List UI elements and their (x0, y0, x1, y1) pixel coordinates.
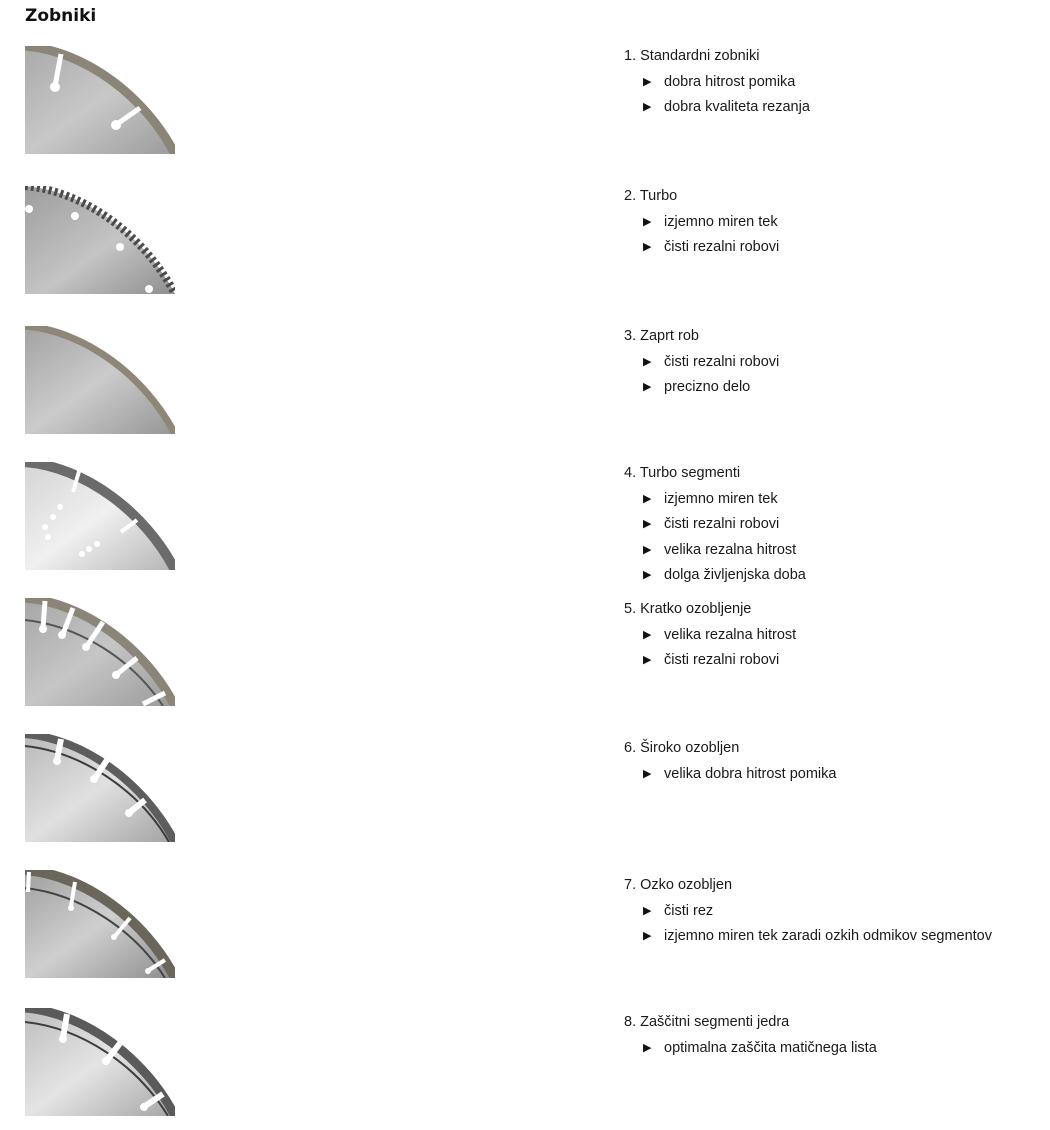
blade-description-6 (624, 736, 836, 787)
list-item: ▶ dobra kvaliteta rezanja (624, 95, 810, 121)
blade-image-short-teeth (25, 598, 175, 706)
list-item: ▶ optimalna zaščita matičnega lista (624, 1036, 877, 1062)
page-title: Zobniki (25, 6, 97, 26)
blade-description-5 (624, 597, 796, 674)
blade-image-wide-teeth (25, 734, 175, 842)
blade-image-closed-rim (25, 326, 175, 434)
blade-description-8 (624, 1010, 877, 1061)
blade-description-3 (624, 324, 779, 401)
list-item: ▶ čisti rezalni robovi (624, 350, 779, 376)
triangle-right-icon: ▶ (643, 767, 652, 780)
list-item: ▶ precizno delo (624, 375, 779, 401)
blade-description-2 (624, 184, 779, 261)
triangle-right-icon: ▶ (643, 215, 652, 228)
blade-description-7 (624, 873, 992, 950)
blade-image-turbo (25, 186, 175, 294)
triangle-right-icon: ▶ (643, 492, 652, 505)
triangle-right-icon: ▶ (643, 930, 652, 942)
list-item: ▶ čisti rezalni robovi (624, 648, 796, 674)
list-item: ▶ čisti rez (624, 899, 992, 925)
blade-title: 5. Kratko ozobljenje (624, 601, 752, 617)
blade-title: 6. Široko ozobljen (624, 740, 740, 756)
triangle-right-icon: ▶ (643, 381, 652, 393)
triangle-right-icon: ▶ (643, 355, 652, 368)
blade-image-turbo-segments (25, 462, 175, 570)
list-item: ▶ čisti rezalni robovi (624, 512, 806, 538)
list-item: ▶ dolga življenjska doba (624, 563, 806, 589)
triangle-right-icon: ▶ (643, 241, 652, 253)
triangle-right-icon: ▶ (643, 1041, 652, 1054)
blade-title: 3. Zaprt rob (624, 328, 699, 344)
blade-image-narrow-teeth (25, 870, 175, 978)
blade-title: 8. Zaščitni segmenti jedra (624, 1014, 790, 1030)
triangle-right-icon: ▶ (643, 543, 652, 556)
triangle-right-icon: ▶ (643, 569, 652, 581)
blade-description-4 (624, 461, 806, 589)
triangle-right-icon: ▶ (643, 654, 652, 666)
list-item: ▶ dobra hitrost pomika (624, 70, 810, 96)
blade-title: 7. Ozko ozobljen (624, 877, 733, 893)
blade-title: 4. Turbo segmenti (624, 465, 741, 481)
list-item: ▶ velika dobra hitrost pomika (624, 762, 836, 788)
blade-description-1 (624, 44, 810, 121)
list-item: ▶ izjemno miren tek (624, 487, 806, 513)
list-item: ▶ velika rezalna hitrost (624, 623, 796, 649)
list-item: ▶ velika rezalna hitrost (624, 538, 806, 564)
list-item: ▶ čisti rezalni robovi (624, 235, 779, 261)
blade-image-core-protection (25, 1008, 175, 1116)
blade-title: 2. Turbo (624, 188, 678, 204)
list-item: ▶ izjemno miren tek (624, 210, 779, 236)
triangle-right-icon: ▶ (643, 904, 652, 917)
triangle-right-icon: ▶ (643, 75, 652, 88)
blade-title: 1. Standardni zobniki (624, 48, 760, 64)
triangle-right-icon: ▶ (643, 518, 652, 530)
triangle-right-icon: ▶ (643, 101, 652, 113)
blade-image-standard (25, 46, 175, 154)
triangle-right-icon: ▶ (643, 628, 652, 641)
list-item: ▶ izjemno miren tek zaradi ozkih odmikov segmentov (624, 924, 992, 950)
